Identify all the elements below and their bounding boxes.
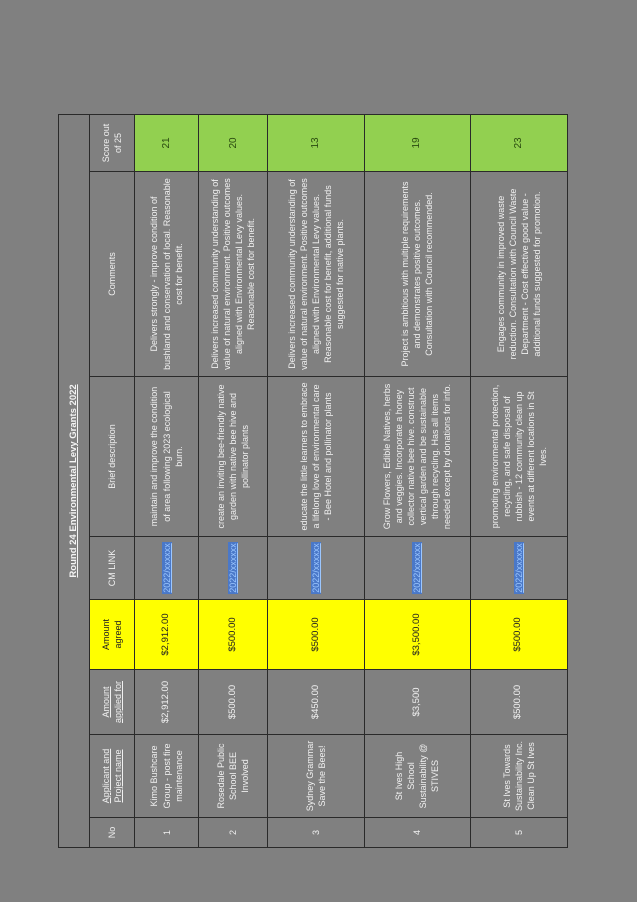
cm-link[interactable]: 2022/xxxxxx <box>310 543 321 593</box>
row-amount-agreed: $500.00 <box>199 600 268 670</box>
table-row <box>199 114 268 847</box>
table-row <box>364 114 470 847</box>
row-no: 2 <box>199 818 268 848</box>
cm-link[interactable]: 2022/xxxxxx <box>412 543 423 593</box>
header-applicant-label: Applicant and Project name <box>100 748 124 804</box>
row-amount-applied: $2,912.00 <box>135 670 199 735</box>
cm-link[interactable]: 2022/xxxxxx <box>513 543 524 593</box>
row-score: 23 <box>470 114 567 171</box>
row-score: 20 <box>199 114 268 171</box>
row-cm-link-cell <box>135 537 199 600</box>
row-comments: Delivers increased community understanding of value of natural environment. Positive outcomes aligned with Environmental Levy values. Reasonable cost for benefit. <box>199 172 268 377</box>
row-cm-link-cell <box>199 537 268 600</box>
row-amount-agreed: $3,500.00 <box>364 600 470 670</box>
row-no: 4 <box>364 818 470 848</box>
row-amount-applied: $450.00 <box>268 670 364 735</box>
row-no: 5 <box>470 818 567 848</box>
row-applicant: St Ives Towards Sustainability Inc. Clean Up St Ives <box>470 735 567 818</box>
cm-link[interactable]: 2022/xxxxxx <box>228 543 239 593</box>
row-amount-applied: $500.00 <box>470 670 567 735</box>
cm-link[interactable]: 2022/xxxxxx <box>161 543 172 593</box>
row-comments: Delivers increased community understanding of value of natural environment. Positive outcomes aligned with Environmental Levy values. Reasonable cost for benefit, additional funds suggested for native plants. <box>268 172 364 377</box>
row-amount-applied: $500.00 <box>199 670 268 735</box>
header-amount-agreed: Amount agreed <box>90 600 135 670</box>
row-brief-description: Grow Flowers, Edible Natives, herbs and veggies. Incorporate a honey collector native bee hive. construct vertical garden and be sustainable through recycling. Has all items needed except by donations for info. <box>364 377 470 537</box>
header-applicant <box>90 735 135 818</box>
header-cm-link: CM LINK <box>90 537 135 600</box>
row-cm-link-cell <box>364 537 470 600</box>
row-applicant: Rosedale Public School BEE Involved <box>199 735 268 818</box>
row-score: 21 <box>135 114 199 171</box>
header-amount-applied <box>90 670 135 735</box>
row-no: 1 <box>135 818 199 848</box>
table-row <box>268 114 364 847</box>
row-amount-agreed: $500.00 <box>470 600 567 670</box>
row-comments: Project is ambitious with multiple requirements and demonstrates positive outcomes. Consultation with Council recommended. <box>364 172 470 377</box>
row-brief-description: educate the little learners to embrace a lifelong love of environmental care - Bee Hotel and pollinator plants <box>268 377 364 537</box>
row-score: 19 <box>364 114 470 171</box>
row-brief-description: create an inviting bee-friendly native garden with native bee hive and pollinator plants <box>199 377 268 537</box>
table-row <box>470 114 567 847</box>
row-amount-applied: $3,500 <box>364 670 470 735</box>
header-amount-applied-label: Amount applied for <box>100 680 124 724</box>
rotated-page <box>58 115 568 848</box>
row-applicant: Kimo Bushcare Group - post fire maintenance <box>135 735 199 818</box>
table-title: Round 24 Environmental Levy Grants 2022 <box>59 114 90 847</box>
header-comments: Comments <box>90 172 135 377</box>
row-comments: Delivers strongly - improve condition of bushland and conservation of local. Reasonable cost for benefit. <box>135 172 199 377</box>
row-amount-agreed: $500.00 <box>268 600 364 670</box>
row-comments: Engages community in improved waste reduction. Consultation with Council Waste Department - Cost effective good value - additional funds suggested for promotion. <box>470 172 567 377</box>
row-applicant: Sydney Grammar Save the Bees! <box>268 735 364 818</box>
header-score: Score out of 25 <box>90 114 135 171</box>
header-row <box>90 114 135 847</box>
row-no: 3 <box>268 818 364 848</box>
row-applicant: St Ives High School Sustainability @ STIVES <box>364 735 470 818</box>
row-amount-agreed: $2,912.00 <box>135 600 199 670</box>
row-brief-description: promoting environmental protection, recycling, and safe disposal of rubbish - 12 community clean up events at different locations in St Ives. <box>470 377 567 537</box>
grants-table <box>58 114 568 848</box>
row-cm-link-cell <box>470 537 567 600</box>
row-brief-description: maintain and improve the condition of area following 2023 ecological burn. <box>135 377 199 537</box>
table-row <box>135 114 199 847</box>
header-no: No <box>90 818 135 848</box>
row-cm-link-cell <box>268 537 364 600</box>
header-brief-description: Brief description <box>90 377 135 537</box>
row-score: 13 <box>268 114 364 171</box>
